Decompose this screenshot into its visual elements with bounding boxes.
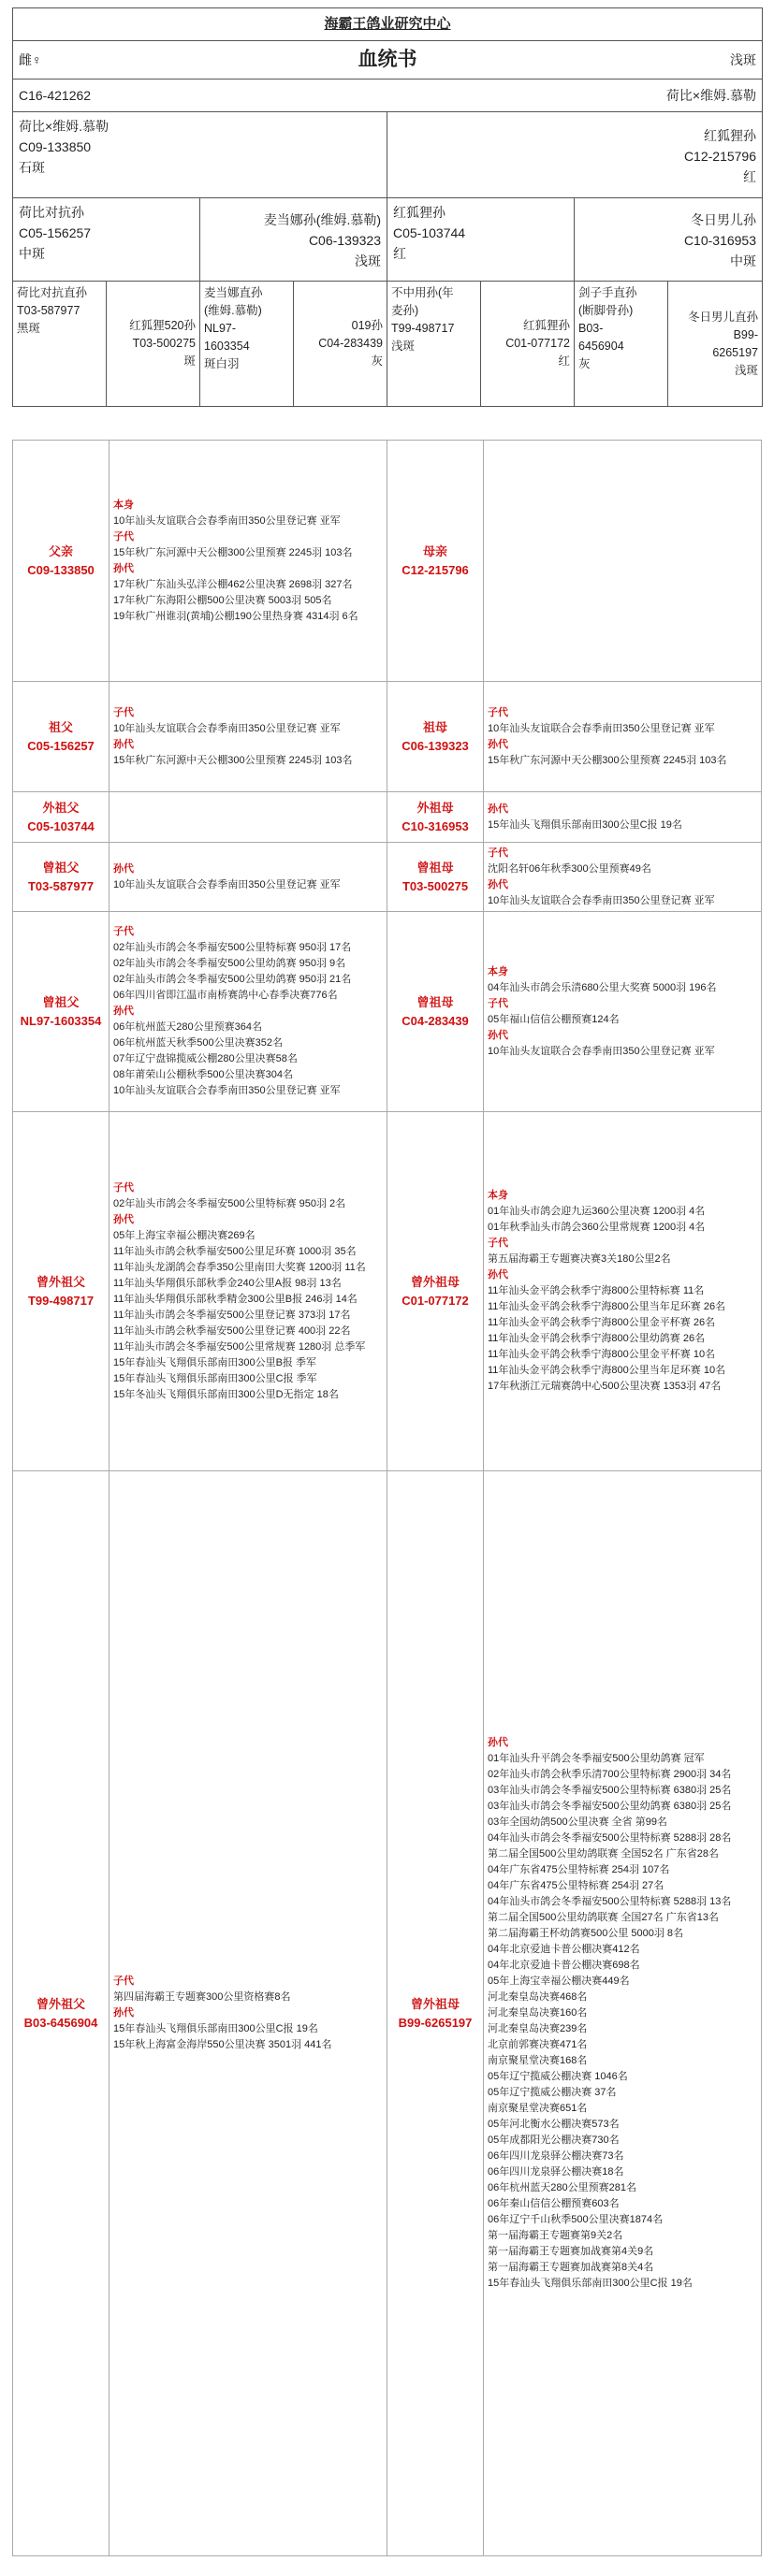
great-grandparent-line: T03-500275 bbox=[132, 337, 196, 350]
record-line: 15年春汕头飞翔俱乐部南田300公里B报 季军 bbox=[113, 1356, 316, 1368]
performance-record-table bbox=[12, 440, 762, 2556]
ancestor-title: 曾外祖父 bbox=[36, 1274, 85, 1289]
record-heading: 孙代 bbox=[113, 738, 134, 750]
record-line: 10年汕头友谊联合会春季南田350公里登记赛 亚军 bbox=[113, 514, 341, 527]
ancestor-title: 祖父 bbox=[48, 719, 73, 734]
record-line: 11年汕头金平鸽会秋季宁海800公里幼鸽赛 26名 bbox=[488, 1333, 706, 1344]
record-line: 06年杭州蓝天280公里预赛364名 bbox=[113, 1021, 262, 1033]
ancestor-ring: T03-500275 bbox=[402, 878, 469, 893]
ancestor-record bbox=[110, 792, 387, 843]
ancestor-ring: NL97-1603354 bbox=[20, 1013, 102, 1028]
record-line: 05年成都阳光公棚决赛730名 bbox=[488, 2135, 620, 2146]
record-line: 02年汕头市鸽会冬季福安500公里幼鸽赛 950羽 9名 bbox=[113, 958, 346, 969]
record-line: 19年秋广州谁羽(黄埔)公棚190公里热身赛 4314羽 6名 bbox=[113, 610, 358, 622]
record-line: 05年上海宝幸福公棚决赛269名 bbox=[113, 1229, 256, 1241]
record-line: 05年福山信信公棚预赛124名 bbox=[488, 1013, 620, 1025]
great-grandparent-line: 冬日男儿直孙 bbox=[687, 310, 758, 324]
record-heading: 子代 bbox=[488, 1237, 508, 1249]
record-line: 第五届海霸王专题赛决赛3关180公里2名 bbox=[488, 1253, 671, 1265]
record-line: 02年汕头市鸽会冬季福安500公里特标赛 950羽 17名 bbox=[113, 942, 352, 953]
record-line: 04年广东省475公里特标赛 254羽 27名 bbox=[488, 1880, 664, 1891]
ancestor-title: 曾祖母 bbox=[416, 994, 454, 1009]
record-line: 11年汕头金平鸽会秋季宁海800公里特标赛 11名 bbox=[488, 1285, 705, 1296]
record-line: 05年辽宁揽威公棚决赛 37名 bbox=[488, 2087, 617, 2098]
grandparent-box bbox=[13, 198, 200, 281]
sire-ring: C09-133850 bbox=[19, 139, 92, 154]
record-heading: 子代 bbox=[488, 706, 508, 718]
record-line: 第二届全国500公里幼鸽联赛 全国52名 广东省28名 bbox=[488, 1848, 719, 1860]
record-line: 10年汕头友谊联合会春季南田350公里登记赛 亚军 bbox=[488, 894, 715, 906]
record-line: 南京聚星堂决赛651名 bbox=[488, 2103, 588, 2114]
record-heading: 本身 bbox=[113, 499, 134, 511]
record-line: 04年北京爱迪卡普公棚决赛698名 bbox=[488, 1960, 640, 1971]
record-line: 06年辽宁千山秋季500公里决赛1874名 bbox=[488, 2214, 664, 2225]
ancestor-label bbox=[387, 843, 484, 912]
great-grandparent-line: 麦当娜直孙 bbox=[204, 286, 263, 299]
great-grandparent-line: 灰 bbox=[578, 357, 591, 370]
record-line: 10年汕头友谊联合会春季南田350公里登记赛 亚军 bbox=[113, 878, 341, 890]
grandparent-ring: C05-156257 bbox=[19, 225, 92, 240]
dam-color: 红 bbox=[743, 169, 756, 184]
great-grandparent-line: 荷比对抗直孙 bbox=[17, 286, 88, 299]
ancestor-label bbox=[13, 1112, 110, 1471]
great-grandparent-line: 不中用孙(年 bbox=[391, 286, 454, 299]
record-line: 02年汕头市鸽会冬季福安500公里特标赛 950羽 2名 bbox=[113, 1197, 346, 1209]
ancestor-title: 曾祖母 bbox=[416, 860, 454, 875]
ancestor-label bbox=[387, 1471, 484, 2556]
record-line: 15年春汕头飞翔俱乐部南田300公里C报 季军 bbox=[113, 1372, 317, 1384]
ancestor-label bbox=[13, 912, 110, 1112]
grandparent-name: 荷比对抗孙 bbox=[19, 205, 84, 220]
great-grandparent-box bbox=[107, 282, 200, 406]
ancestor-title: 母亲 bbox=[422, 543, 447, 558]
record-heading: 孙代 bbox=[113, 862, 134, 875]
record-line: 河北秦皇岛决赛160名 bbox=[488, 2007, 588, 2019]
ancestor-label bbox=[387, 682, 484, 792]
dam-ring: C12-215796 bbox=[683, 149, 756, 164]
great-grandparent-line: 019孙 bbox=[351, 319, 383, 332]
record-line: 17年秋浙江元瑞赛鸽中心500公里决赛 1353羽 47名 bbox=[488, 1381, 722, 1392]
record-line: 11年汕头市鸽会冬季福安500公里常规赛 1280羽 总季军 bbox=[113, 1340, 366, 1353]
ancestor-ring: C10-316953 bbox=[402, 818, 469, 833]
record-line: 01年汕头升平鸽会冬季福安500公里幼鸽赛 冠军 bbox=[488, 1753, 705, 1764]
record-line: 06年四川龙泉驿公棚决赛73名 bbox=[488, 2150, 624, 2162]
great-grandparent-line: (维姆.慕勒) bbox=[204, 304, 262, 317]
ancestor-title: 曾祖父 bbox=[42, 994, 80, 1009]
great-grandparent-line: 6265197 bbox=[712, 345, 758, 359]
record-line: 第一届海霸王专题赛第9关2名 bbox=[488, 2230, 623, 2241]
record-heading: 孙代 bbox=[488, 878, 508, 890]
ancestor-record bbox=[484, 1112, 762, 1471]
great-grandparent-line: NL97- bbox=[204, 322, 237, 335]
record-line: 04年汕头市鸽会冬季福安500公里特标赛 5288羽 13名 bbox=[488, 1896, 732, 1907]
ancestor-ring: T99-498717 bbox=[27, 1293, 95, 1308]
grandparent-box bbox=[575, 198, 762, 281]
ancestor-record bbox=[484, 1471, 762, 2556]
ancestor-ring: C04-283439 bbox=[402, 1013, 469, 1028]
record-line: 11年汕头市鸽会秋季福安500公里登记赛 400羽 22名 bbox=[113, 1324, 351, 1337]
ancestor-record bbox=[110, 682, 387, 792]
record-line: 11年汕头金平鸽会秋季宁海800公里金平杯赛 26名 bbox=[488, 1317, 716, 1328]
grandparent-name: 红狐狸孙 bbox=[393, 205, 445, 220]
record-line: 10年汕头友谊联合会春季南田350公里登记赛 亚军 bbox=[488, 1045, 715, 1057]
ancestor-ring: C09-133850 bbox=[27, 562, 95, 577]
record-line: 10年汕头友谊联合会春季南田350公里登记赛 亚军 bbox=[113, 722, 341, 734]
great-grandparent-line: C04-283439 bbox=[318, 337, 383, 350]
ancestor-ring: C01-077172 bbox=[402, 1293, 469, 1308]
record-line: 11年汕头金平鸽会秋季宁海800公里金平杯赛 10名 bbox=[488, 1349, 716, 1360]
record-heading: 子代 bbox=[113, 1975, 134, 1987]
record-line: 15年春汕头飞翔俱乐部南田300公里C报 19名 bbox=[113, 2023, 318, 2034]
record-line: 河北秦皇岛决赛239名 bbox=[488, 2023, 588, 2034]
record-heading: 孙代 bbox=[488, 1269, 508, 1281]
great-grandparent-box bbox=[575, 282, 668, 406]
record-line: 17年秋广东汕头弘洋公棚462公里决赛 2698羽 327名 bbox=[113, 578, 353, 590]
pedigree-chart bbox=[12, 7, 763, 407]
org-name: 海霸王鸽业研究中心 bbox=[13, 8, 762, 41]
record-line: 06年杭州蓝天秋季500公里决赛352名 bbox=[113, 1037, 283, 1049]
ancestor-record bbox=[110, 441, 387, 682]
great-grandparent-line: B99- bbox=[733, 327, 758, 341]
record-line: 15年秋广东河源中天公棚300公里预赛 2245羽 103名 bbox=[488, 754, 727, 766]
great-grandparent-box bbox=[13, 282, 107, 406]
ancestor-record bbox=[484, 682, 762, 792]
gender-label: 雌♀ bbox=[19, 52, 42, 67]
grandparent-color: 中斑 bbox=[19, 246, 45, 261]
ancestor-ring: B03-6456904 bbox=[23, 2015, 98, 2030]
record-heading: 子代 bbox=[113, 530, 134, 543]
ancestor-record bbox=[110, 1112, 387, 1471]
great-grandparent-line: T03-587977 bbox=[17, 304, 80, 317]
record-line: 河北秦皇岛决赛468名 bbox=[488, 1991, 588, 2003]
record-line: 07年辽宁盘锦揽威公棚280公里决赛58名 bbox=[113, 1053, 298, 1064]
grandparent-name: 麦当娜孙(维姆.慕勒) bbox=[263, 212, 381, 227]
record-line: 04年汕头市鸽会乐清680公里大奖赛 5000羽 196名 bbox=[488, 981, 717, 993]
ancestor-title: 祖母 bbox=[422, 719, 447, 734]
document-title: 血统书 bbox=[358, 49, 417, 70]
record-line: 06年杭州蓝天280公里预赛281名 bbox=[488, 2182, 636, 2193]
record-line: 第四届海霸王专题赛300公里资格赛8名 bbox=[113, 1991, 291, 2003]
grandparent-ring: C05-103744 bbox=[393, 225, 466, 240]
record-heading: 子代 bbox=[488, 997, 508, 1009]
breed-line: 荷比×维姆.慕勒 bbox=[665, 88, 756, 103]
record-line: 15年秋广东河源中天公棚300公里预赛 2245羽 103名 bbox=[113, 754, 353, 766]
dam-box bbox=[387, 112, 762, 197]
record-row bbox=[13, 843, 762, 912]
record-line: 15年秋上海富金海岸550公里决赛 3501羽 441名 bbox=[113, 2039, 332, 2050]
grandparent-box bbox=[200, 198, 387, 281]
grandparent-ring: C06-139323 bbox=[308, 233, 381, 248]
ancestor-record bbox=[484, 843, 762, 912]
great-grandparent-line: 红狐狸520孙 bbox=[129, 319, 196, 332]
record-line: 08年莆荣山公棚秋季500公里决赛304名 bbox=[113, 1069, 293, 1080]
grandparent-color: 中斑 bbox=[730, 253, 756, 268]
record-line: 第一届海霸王专题赛加战赛第8关4名 bbox=[488, 2262, 654, 2273]
great-grandparent-line: 灰 bbox=[371, 355, 383, 368]
ancestor-label bbox=[13, 682, 110, 792]
great-grandparent-line: 麦孙) bbox=[391, 304, 419, 317]
great-grandparent-line: 红 bbox=[558, 355, 570, 368]
grandparent-box bbox=[387, 198, 575, 281]
record-line: 第二届海霸王杯幼鸽赛500公里 5000羽 8名 bbox=[488, 1928, 684, 1939]
record-line: 15年秋广东河源中天公棚300公里预赛 2245羽 103名 bbox=[113, 546, 353, 558]
record-line: 02年汕头市鸽会冬季福安500公里幼鸽赛 950羽 21名 bbox=[113, 974, 352, 985]
grandparent-name: 冬日男儿孙 bbox=[691, 212, 756, 227]
record-line: 11年汕头华翔俱乐部秋季金240公里A报 98羽 13名 bbox=[113, 1277, 342, 1289]
ancestor-title: 曾外祖母 bbox=[410, 1274, 460, 1289]
ancestor-ring: C06-139323 bbox=[402, 738, 469, 753]
sire-color: 石斑 bbox=[19, 160, 45, 175]
record-line: 01年汕头市鸽会迎九运360公里决赛 1200羽 4名 bbox=[488, 1206, 706, 1217]
ancestor-ring: C05-103744 bbox=[27, 818, 95, 833]
record-line: 15年春汕头飞翔俱乐部南田300公里C报 19名 bbox=[488, 2278, 693, 2289]
record-line: 06年秦山信信公棚预赛603名 bbox=[488, 2198, 620, 2209]
record-line: 北京前郭赛决赛471名 bbox=[488, 2039, 588, 2050]
record-row bbox=[13, 912, 762, 1112]
ancestor-label bbox=[13, 1471, 110, 2556]
ancestor-label bbox=[13, 792, 110, 843]
great-grandparent-box bbox=[200, 282, 294, 406]
dam-breed: 红狐狸孙 bbox=[704, 128, 756, 143]
record-heading: 本身 bbox=[488, 965, 508, 977]
great-grandparent-line: 斑白羽 bbox=[204, 357, 240, 370]
record-line: 05年河北衡水公棚决赛573名 bbox=[488, 2119, 620, 2130]
record-heading: 子代 bbox=[488, 847, 508, 859]
ancestor-title: 曾祖父 bbox=[42, 860, 80, 875]
record-heading: 孙代 bbox=[488, 738, 508, 750]
record-line: 第一届海霸王专题赛加战赛第4关9名 bbox=[488, 2246, 654, 2257]
ancestor-title: 外祖父 bbox=[42, 800, 80, 815]
ancestor-label bbox=[13, 843, 110, 912]
great-grandparent-line: 6456904 bbox=[578, 340, 624, 353]
record-line: 05年辽宁揽威公棚决赛 1046名 bbox=[488, 2071, 628, 2082]
record-line: 15年汕头飞翔俱乐部南田300公里C报 19名 bbox=[488, 818, 682, 831]
record-row bbox=[13, 1112, 762, 1471]
grandparent-color: 浅斑 bbox=[355, 253, 381, 268]
grandparent-ring: C10-316953 bbox=[683, 233, 756, 248]
record-line: 沈阳名轩06年秋季300公里预赛49名 bbox=[488, 862, 651, 875]
ancestor-label bbox=[387, 1112, 484, 1471]
ancestor-label bbox=[387, 792, 484, 843]
record-line: 11年汕头龙湖鸽会春季350公里南田大奖赛 1200羽 11名 bbox=[113, 1261, 366, 1273]
record-line: 04年广东省475公里特标赛 254羽 107名 bbox=[488, 1864, 670, 1875]
record-heading: 孙代 bbox=[488, 1737, 508, 1748]
record-line: 03年全国幼鸽500公里决赛 全省 第99名 bbox=[488, 1816, 667, 1828]
record-line: 17年秋广东海阳公棚500公里决赛 5003羽 505名 bbox=[113, 594, 332, 606]
ancestor-record bbox=[484, 792, 762, 843]
great-grandparent-box bbox=[294, 282, 387, 406]
sire-breed: 荷比×维姆.慕勒 bbox=[19, 119, 110, 134]
bird-color: 浅斑 bbox=[730, 52, 756, 67]
record-heading: 子代 bbox=[113, 1181, 134, 1194]
record-row bbox=[13, 792, 762, 843]
record-line: 南京聚星堂决赛168名 bbox=[488, 2055, 588, 2066]
record-line: 06年四川龙泉驿公棚决赛18名 bbox=[488, 2166, 624, 2178]
ancestor-title: 父亲 bbox=[48, 543, 73, 558]
ancestor-ring: T03-587977 bbox=[27, 878, 95, 893]
record-line: 01年秋季汕头市鸽会360公里常规赛 1200羽 4名 bbox=[488, 1222, 706, 1233]
record-line: 第二届全国500公里幼鸽联赛 全国27名 广东省13名 bbox=[488, 1912, 719, 1923]
record-line: 06年四川省即江温市南桥赛鸽中心春季决赛776名 bbox=[113, 990, 338, 1001]
record-line: 10年汕头友谊联合会春季南田350公里登记赛 亚军 bbox=[488, 722, 715, 734]
record-heading: 子代 bbox=[113, 926, 134, 937]
ancestor-record bbox=[484, 441, 762, 682]
great-grandparent-line: 斑 bbox=[183, 355, 196, 368]
record-heading: 孙代 bbox=[113, 2007, 134, 2019]
ancestor-record bbox=[110, 1471, 387, 2556]
record-line: 11年汕头华翔俱乐部秋季精金300公里B报 246羽 14名 bbox=[113, 1293, 358, 1305]
ring-number: C16-421262 bbox=[19, 88, 92, 103]
ancestor-record bbox=[110, 843, 387, 912]
record-heading: 孙代 bbox=[488, 1029, 508, 1041]
record-line: 02年汕头市鸽会秋季乐清700公里特标赛 2900羽 34名 bbox=[488, 1769, 732, 1780]
great-grandparent-box bbox=[668, 282, 762, 406]
record-heading: 孙代 bbox=[488, 803, 508, 815]
record-heading: 孙代 bbox=[113, 1006, 134, 1017]
ancestor-title: 外祖母 bbox=[416, 800, 454, 815]
record-line: 15年冬汕头飞翔俱乐部南田300公里D无指定 18名 bbox=[113, 1388, 339, 1400]
record-line: 04年汕头市鸽会冬季福安500公里特标赛 5288羽 28名 bbox=[488, 1832, 732, 1844]
record-row bbox=[13, 441, 762, 682]
record-heading: 本身 bbox=[488, 1190, 508, 1201]
great-grandparent-line: 浅斑 bbox=[734, 363, 758, 377]
record-line: 11年汕头市鸽会冬季福安500公里登记赛 373羽 17名 bbox=[113, 1309, 351, 1321]
great-grandparent-box bbox=[481, 282, 575, 406]
record-heading: 孙代 bbox=[113, 1213, 134, 1225]
record-line: 11年汕头金平鸽会秋季宁海800公里当年足环赛 26名 bbox=[488, 1301, 726, 1312]
great-grandparent-line: C01-077172 bbox=[505, 337, 570, 350]
ancestor-title: 曾外祖父 bbox=[36, 1996, 85, 2011]
record-line: 11年汕头金平鸽会秋季宁海800公里当年足环赛 10名 bbox=[488, 1365, 726, 1376]
record-heading: 子代 bbox=[113, 706, 134, 718]
great-grandparent-line: B03- bbox=[578, 322, 604, 335]
record-row bbox=[13, 682, 762, 792]
great-grandparent-line: T99-498717 bbox=[391, 322, 455, 335]
great-grandparent-line: 红狐狸孙 bbox=[522, 319, 570, 332]
record-line: 10年汕头友谊联合会春季南田350公里登记赛 亚军 bbox=[113, 1085, 341, 1096]
record-row bbox=[13, 1471, 762, 2556]
record-line: 04年北京爱迪卡普公棚决赛412名 bbox=[488, 1944, 640, 1955]
great-grandparent-line: 黑斑 bbox=[17, 322, 41, 335]
ancestor-ring: C12-215796 bbox=[402, 562, 469, 577]
ancestor-ring: C05-156257 bbox=[27, 738, 95, 753]
great-grandparent-line: 浅斑 bbox=[391, 340, 416, 353]
ancestor-label bbox=[13, 441, 110, 682]
great-grandparent-box bbox=[387, 282, 481, 406]
record-heading: 孙代 bbox=[113, 562, 134, 574]
ancestor-label bbox=[387, 912, 484, 1112]
sire-box bbox=[13, 112, 387, 197]
ancestor-ring: B99-6265197 bbox=[398, 2015, 473, 2030]
ancestor-label bbox=[387, 441, 484, 682]
ancestor-title: 曾外祖母 bbox=[410, 1996, 460, 2011]
record-line: 03年汕头市鸽会冬季福安500公里特标赛 6380羽 25名 bbox=[488, 1785, 732, 1796]
grandparent-color: 红 bbox=[393, 246, 406, 261]
great-grandparent-line: (断脚骨孙) bbox=[578, 304, 634, 317]
record-line: 11年汕头市鸽会秋季福安500公里足环赛 1000羽 35名 bbox=[113, 1245, 357, 1257]
great-grandparent-line: 剑子手直孙 bbox=[578, 286, 637, 299]
record-line: 05年上海宝幸福公棚决赛449名 bbox=[488, 1975, 630, 1987]
great-grandparent-line: 1603354 bbox=[204, 340, 250, 353]
record-line: 03年汕头市鸽会冬季福安500公里幼鸽赛 6380羽 25名 bbox=[488, 1801, 732, 1812]
ancestor-record bbox=[484, 912, 762, 1112]
ancestor-record bbox=[110, 912, 387, 1112]
